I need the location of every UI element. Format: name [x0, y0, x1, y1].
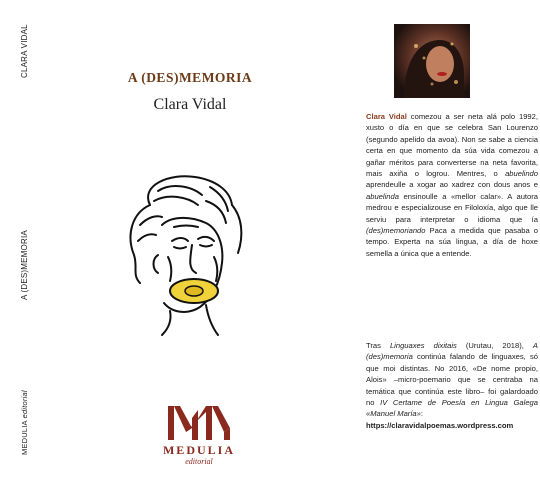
author-photo: [394, 24, 470, 98]
spine-publisher-name: MEDULIA: [20, 420, 29, 455]
pacifier-icon: [170, 279, 218, 303]
blurb-text-4: :: [420, 409, 423, 419]
bio-abuelindo: abuelindo: [505, 169, 538, 179]
blurb-prize: IV Certame de Poesía en Lingua Galega «Manuel María»: [366, 398, 539, 419]
bio-abuelinda: abuelinda: [366, 191, 399, 201]
medulia-logo: [154, 400, 244, 470]
logo-wordmark: MEDULIA: [162, 443, 235, 457]
medulia-logo-mark: [154, 400, 244, 442]
author-bio: [366, 111, 538, 259]
blurb-text-3: continúa falando de linguaxes, só que moi distintas. No 2016, «De nome propio, Alois» –micro-poemario que se centraba na temática que continúa este libro– foi galardoado no: [366, 352, 538, 408]
front-cover: [70, 0, 310, 480]
back-cover: [366, 0, 538, 480]
bio-text-3: ensinoulle a «mellor calar». A autora medrou e especializouse en Filoloxía, algo que lle serviu para interpretar o idioma que ía: [366, 191, 538, 224]
bio-desmemoriando: (des)memoriando: [366, 226, 426, 236]
author-website-link[interactable]: https://claravidalpoemas.wordpress.com: [366, 420, 514, 430]
bio-author-name: Clara Vidal: [366, 112, 407, 121]
blurb-book-2: A (des)memoria: [366, 341, 538, 362]
blurb-text-1: Tras: [366, 341, 390, 350]
bio-text-4: Paca a medida que pasaba o tempo. Experta na súa lingua, a día de hoxe semella a única que a entende.: [366, 226, 538, 258]
spine-author: CLARA VIDAL: [20, 24, 29, 78]
book-blurb: [366, 340, 538, 431]
logo-subtitle: editorial: [185, 457, 213, 466]
spine-title: A (DES)MEMORIA: [20, 230, 29, 300]
blurb-text-2: (Urutau, 2018),: [456, 341, 533, 350]
blurb-book-1: Linguaxes dixitais: [389, 341, 457, 350]
spine-publisher: [20, 390, 29, 455]
book-spine: [0, 0, 40, 480]
book-author: Clara Vidal: [153, 96, 227, 113]
spine-publisher-sub: editorial: [20, 390, 29, 419]
book-title: A (DES)MEMORIA: [127, 70, 253, 85]
elderly-face-illustration: [110, 165, 250, 340]
bio-text-1: comezou a ser neta alá polo 1992, xusto o día en que se celebra San Lourenzo (segundo apelido da avoa). Non se sabe a ciencia certa en que momento da súa vida comezou a gañar méritos para converterse na neta favorita, mais axiña o logrou. Mentres, o: [366, 112, 538, 179]
bio-text-2: aprendeulle a xogar ao xadrez con dous anos e: [366, 180, 538, 190]
